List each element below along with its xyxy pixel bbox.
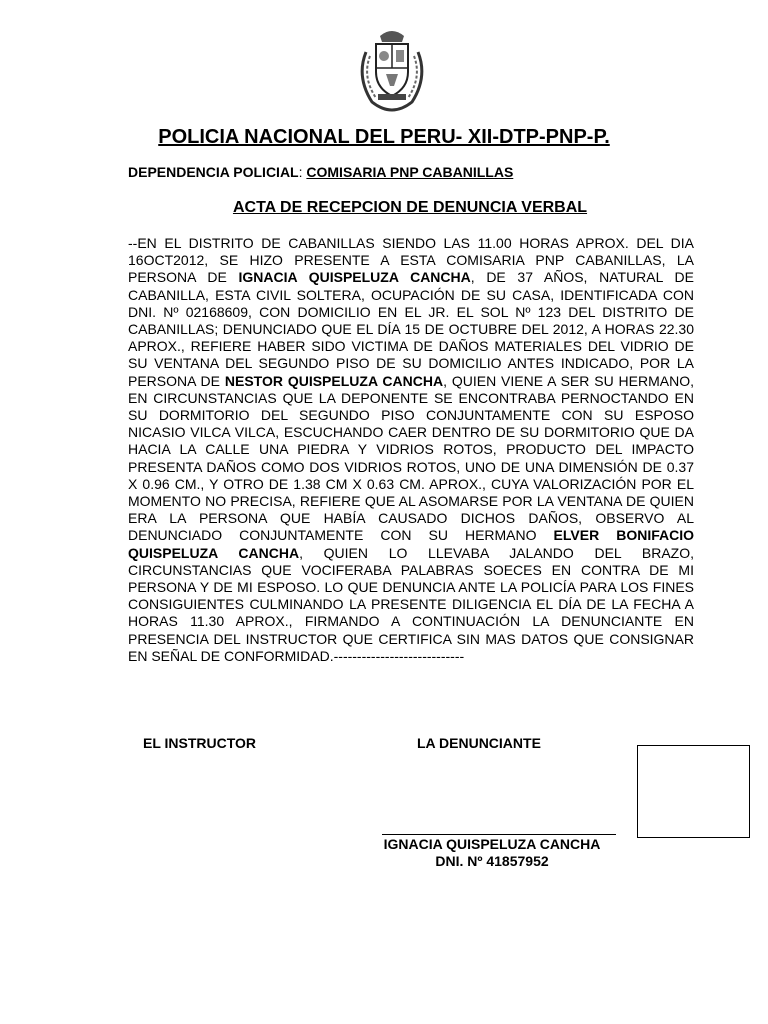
brother-name-bold: ELVER BONIFACIO QUISPELUZA CANCHA [128,527,694,561]
accused-name-bold: NESTOR QUISPELUZA CANCHA [224,372,444,389]
signature-line [382,834,616,835]
complaint-body [128,235,694,665]
peru-coat-of-arms-seal-icon [352,22,432,112]
dependency-value: COMISARIA PNP CABANILLAS [306,164,514,180]
body-part-4: , QUIEN LO LLEVABA JALANDO DEL BRAZO, CIRCUNSTANCIAS QUE VOCIFERABA PALABRAS SOECES EN CONTRA DE MI PERSONA Y DE MI ESPOSO. LO QUE DENUNCIA ANTE LA POLICÍA PARA LOS FINES CONSIGUIENTES CULMINANDO LA PRESENTE DILIGENCIA EL DÍA DE LA FECHA A HORAS 11.30 APROX., FIRMANDO A CONTINUACIÓN LA DENUNCIANTE EN PRESENCIA DEL INSTRUCTOR QUE CERTIFICA SIN MAS DATOS QUE CONSIGNAR EN SEÑAL DE CONFORMIDAD.---------------------------- [128,544,694,664]
act-title: ACTA DE RECEPCION DE DENUNCIA VERBAL [232,199,588,216]
fingerprint-box [637,745,750,838]
body-part-2: , DE 37 AÑOS, NATURAL DE CABANILLA, ESTA CIVIL SOLTERA, OCUPACIÓN DE SU CASA, IDENTIFICADA CON DNI. Nº 02168609, CON DOMICILIO EN EL JR. EL SOL Nº 123 DEL DISTRITO DE CABANILLAS; DENUNCIADO QUE EL DÍA 15 DE OCTUBRE DEL 2012, A HORAS 22.30 APROX., REFIERE HABER SIDO VICTIMA DE DAÑOS MATERIALES DEL VIDRIO DE SU VENTANA DEL SEGUNDO PISO DE SU DOMICILIO ANTES INDICADO, POR LA PERSONA DE [128,269,695,389]
document-title: POLICIA NACIONAL DEL PERU- XII-DTP-PNP-P. [158,126,610,148]
complainant-name-bold: IGNACIA QUISPELUZA CANCHA [238,269,471,286]
complainant-signature-name: IGNACIA QUISPELUZA CANCHA [383,836,601,852]
complainant-dni: DNI. Nº 41857952 [435,853,549,869]
body-part-1: --EN EL DISTRITO DE CABANILLAS SIENDO LAS 11.00 HORAS APROX. DEL DIA 16OCT2012, SE HIZO PRESENTE A ESTA COMISARIA PNP CABANILLAS, LA PERSONA DE [128,235,694,286]
dependency-separator: : [298,164,303,180]
complainant-label: LA DENUNCIANTE [417,735,541,751]
instructor-label: EL INSTRUCTOR [143,735,257,751]
dependency-label: DEPENDENCIA POLICIAL [128,164,299,180]
body-part-3: , QUIEN VIENE A SER SU HERMANO, EN CIRCUNSTANCIAS QUE LA DEPONENTE SE ENCONTRABA PERNOCTANDO EN SU DORMITORIO DEL SEGUNDO PISO CONJUNTAMENTE CON SU ESPOSO NICASIO VILCA VILCA, ESCUCHANDO CAER DENTRO DE SU DORMITORIO QUE DA HACIA LA CALLE UNA PIEDRA Y VIDRIOS ROTOS, PRODUCTO DEL IMPACTO PRESENTA DAÑOS COMO DOS VIDRIOS ROTOS, UNO DE UNA DIMENSIÓN DE 0.37 X 0.96 CM., Y OTRO DE 1.38 CM X 0.63 CM. APROX., CUYA VALORIZACIÓN POR EL MOMENTO NO PRECISA, REFIERE QUE AL ASOMARSE POR LA VENTANA DE QUIEN ERA LA PERSONA QUE HABÍA CAUSADO DICHOS DAÑOS, OBSERVO AL DENUNCIADO CONJUNTAMENTE CON SU HERMANO [128,372,695,544]
police-dependency [128,164,513,180]
